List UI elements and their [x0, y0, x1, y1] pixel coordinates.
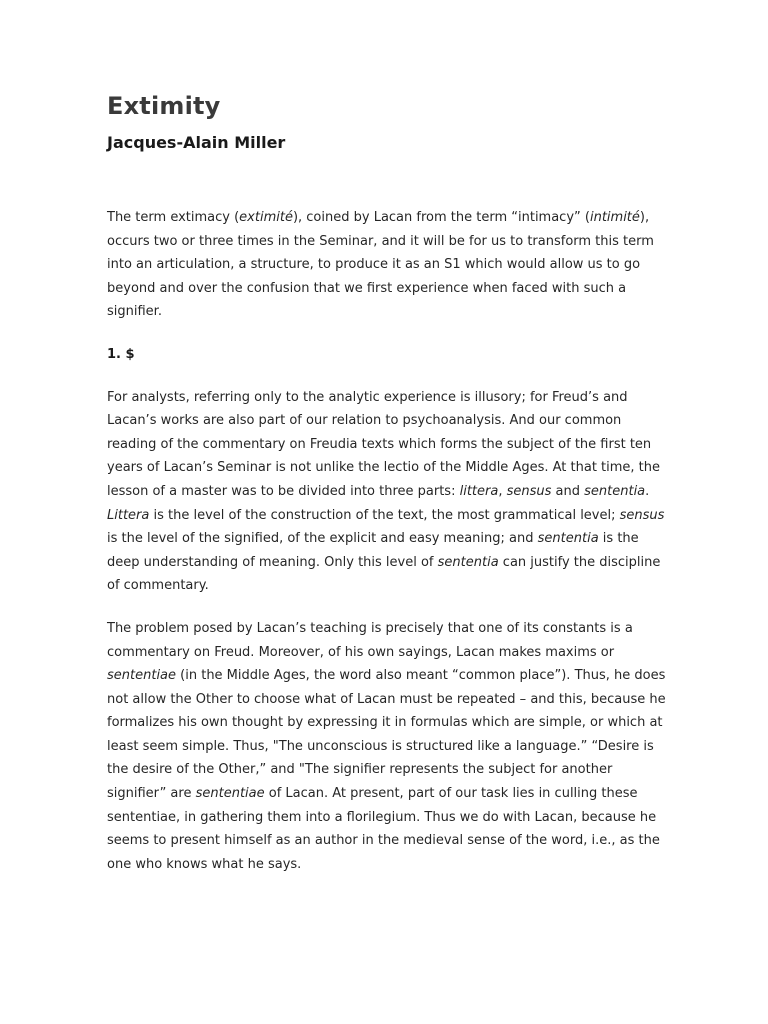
paragraph-1: The term extimacy (extimité), coined by Lacan from the term “intimacy” (intimité), occurs two or three times in the Seminar, and it will be for us to transform this term into an articulation, a structure, to produce it as an S1 which would allow us to go beyond and over the confusion that we first experience when faced with such a signifier.	[107, 210, 654, 320]
italic-term: sententiae	[195, 786, 265, 802]
italic-term: sensus	[506, 483, 552, 499]
italic-term: sententiae	[107, 668, 177, 684]
paragraph-3: The problem posed by Lacan’s teaching is precisely that one of its constants is a commentary on Freud. Moreover, of his own sayings, Lacan makes maxims or sententiae (in the Middle Ages, the word also meant “common place”). Thus, he does not allow the Other to choose what of Lacan must be repeated – and this, because he formalizes his own thought by expressing it in formulas which are simple, or which at least seem simple. Thus, "The unconscious is structured like a language.” “Desire is the desire of the Other,” and "The signifier represents the subject for another signifier” are sententiae of Lacan. At present, part of our task lies in culling these sententiae, in gathering them into a florilegium. Thus we do with Lacan, because he seems to present himself as an author in the medieval sense of the word, i.e., as the one who knows what he says.	[107, 620, 666, 872]
document-page	[107, 88, 667, 876]
italic-term: sententia	[584, 483, 646, 499]
italic-term: littera	[459, 483, 499, 499]
italic-term: sententia	[537, 531, 599, 547]
italic-term: sensus	[619, 507, 665, 523]
document-title: Extimity	[107, 92, 221, 120]
paragraph-2: For analysts, referring only to the analytic experience is illusory; for Freud’s and Lacan’s works are also part of our relation to psychoanalysis. And our common reading of the commentary on Freudia texts which forms the subject of the first ten years of Lacan’s Seminar is not unlike the lectio of the Middle Ages. At that time, the lesson of a master was to be divided into three parts: littera, sensus and sententia. Littera is the level of the construction of the text, the most grammatical level; sensus is the level of the signified, of the explicit and easy meaning; and sententia is the deep understanding of meaning. Only this level of sententia can justify the discipline of commentary.	[107, 389, 665, 594]
italic-term: Littera	[107, 507, 150, 523]
italic-term: extimité	[239, 210, 293, 225]
document-author: Jacques-Alain Miller	[107, 133, 286, 152]
section-heading-1: 1. $	[107, 346, 135, 362]
italic-term: intimité	[589, 210, 640, 225]
italic-term: sententia	[437, 554, 499, 570]
